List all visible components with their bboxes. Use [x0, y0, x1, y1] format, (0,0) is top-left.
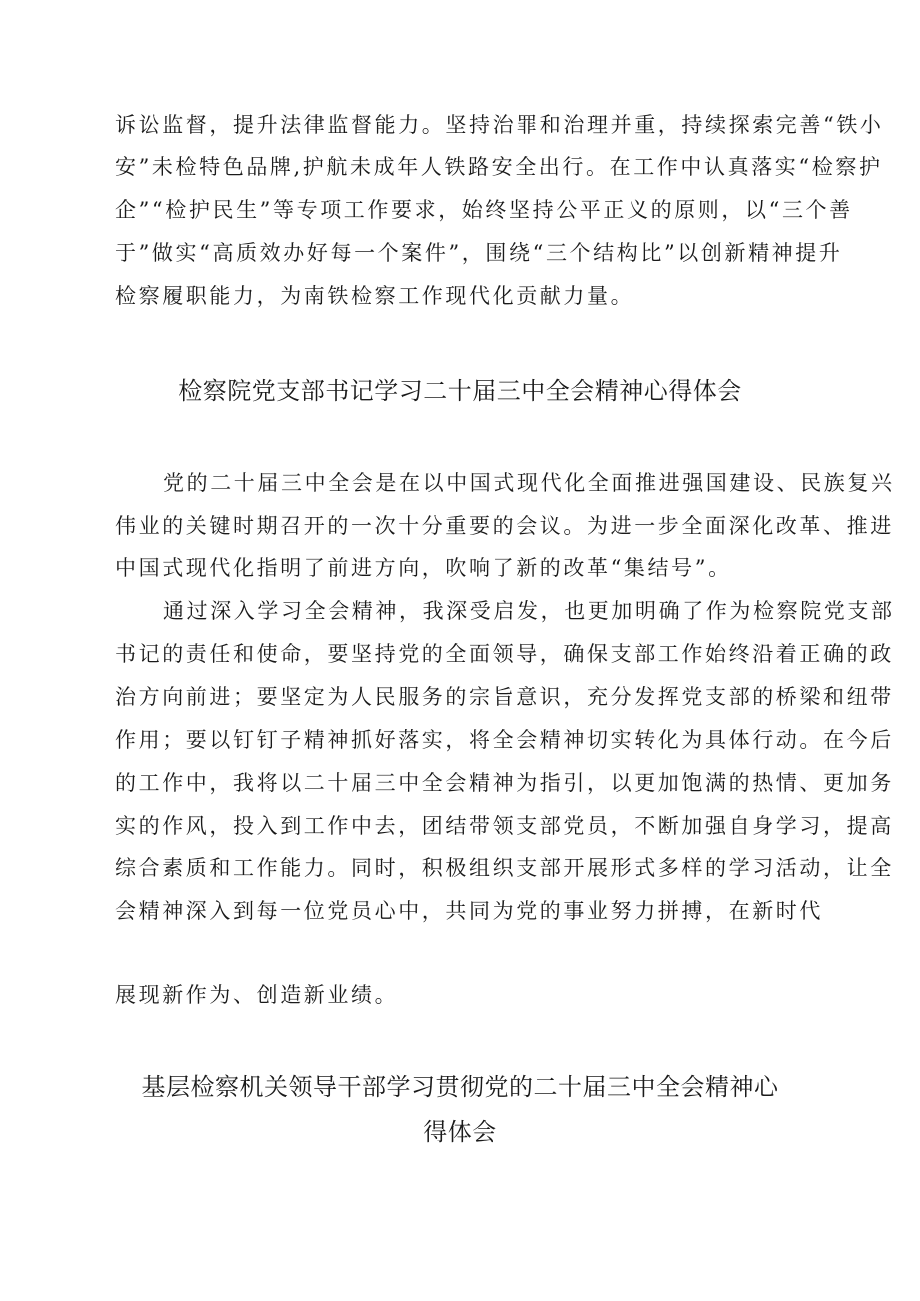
paragraph-line: 通过深入学习全会精神，我深受启发，也更加明确了作为检察院党支部: [163, 599, 895, 623]
paragraph-line: 中国式现代化指明了前进方向，吹响了新的改革“集结号”。: [115, 556, 732, 580]
paragraph-line: 于”做实“高质效办好每一个案件”，围绕“三个结构比”以创新精神提升: [115, 241, 843, 265]
paragraph-line: 伟业的关键时期召开的一次十分重要的会议。为进一步全面深化改革、推进: [115, 514, 894, 538]
paragraph-line: 会精神深入到每一位党员心中，共同为党的事业努力拼搏，在新时代: [115, 899, 823, 923]
paragraph-line: 检察履职能力，为南铁检察工作现代化贡献力量。: [115, 284, 635, 308]
paragraph-line: 企”“检护民生”等专项工作要求，始终坚持公平正义的原则，以“三个善: [115, 198, 853, 222]
paragraph-line: 的工作中，我将以二十届三中全会精神为指引，以更加饱满的热情、更加务: [115, 771, 894, 795]
section-heading: 检察院党支部书记学习二十届三中全会精神心得体会: [178, 377, 742, 405]
section-heading-continued: 得体会: [423, 1118, 497, 1146]
paragraph-line: 作用；要以钉钉子精神抓好落实，将全会精神切实转化为具体行动。在今后: [115, 728, 894, 752]
paragraph-line: 党的二十届三中全会是在以中国式现代化全面推进强国建设、民族复兴: [163, 471, 895, 495]
paragraph-line: 展现新作为、创造新业绩。: [115, 983, 399, 1007]
paragraph-line: 综合素质和工作能力。同时，积极组织支部开展形式多样的学习活动，让全: [115, 856, 894, 880]
section-heading: 基层检察机关领导干部学习贯彻党的二十届三中全会精神心: [141, 1073, 779, 1101]
paragraph-line: 诉讼监督，提升法律监督能力。坚持治罪和治理并重，持续探索完善“铁小: [115, 113, 884, 137]
paragraph-line: 书记的责任和使命，要坚持党的全面领导，确保支部工作始终沿着正确的政: [115, 642, 894, 666]
paragraph-line: 治方向前进；要坚定为人民服务的宗旨意识，充分发挥党支部的桥梁和纽带: [115, 685, 894, 709]
paragraph-line: 实的作风，投入到工作中去，团结带领支部党员，不断加强自身学习，提高: [115, 814, 894, 838]
paragraph-line: 安”未检特色品牌,护航未成年人铁路安全出行。在工作中认真落实“检察护: [115, 155, 883, 179]
